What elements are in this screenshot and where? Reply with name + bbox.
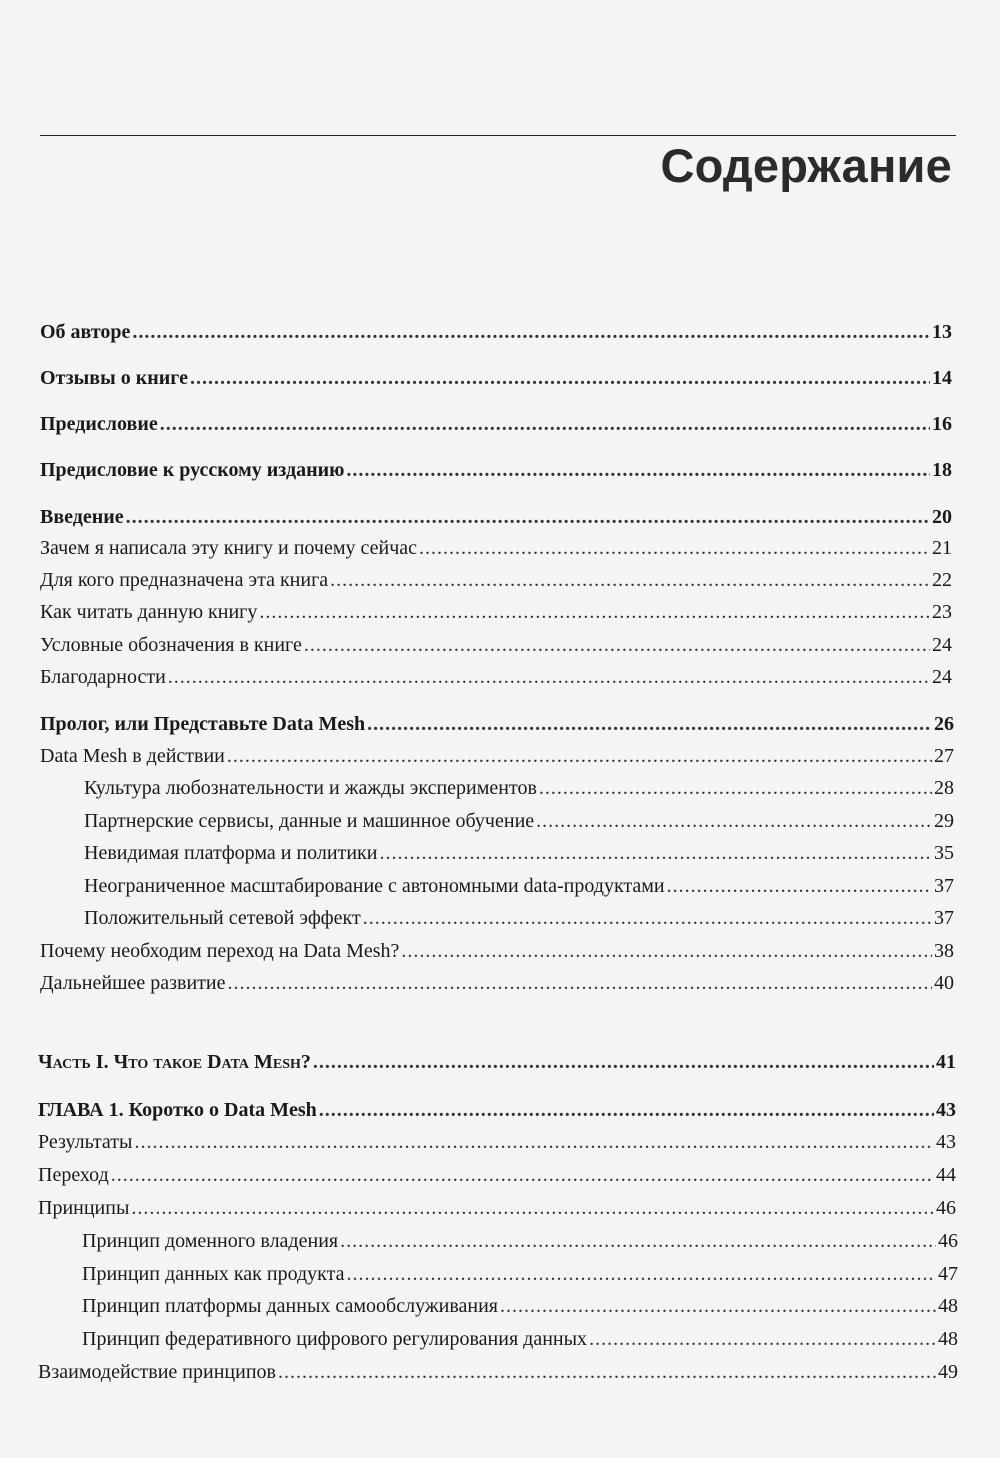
toc-entry-page-number: 24	[932, 634, 952, 656]
toc-entry-page-number: 23	[932, 601, 952, 623]
dot-leader	[278, 1360, 936, 1384]
toc-entry-label: Отзывы о книге	[40, 367, 188, 389]
toc-entry-label: Почему необходим переход на Data Mesh?	[40, 940, 400, 962]
dot-leader	[131, 1196, 934, 1220]
toc-entry-page-number: 40	[934, 972, 954, 994]
toc-entry-label: Для кого предназначена эта книга	[40, 569, 329, 591]
dot-leader	[259, 600, 930, 624]
toc-entry-label: Принцип данных как продукта	[82, 1263, 345, 1285]
toc-entry-page-number: 38	[934, 940, 954, 962]
toc-entry	[84, 874, 954, 898]
toc-entry	[38, 1098, 956, 1122]
toc-entry	[40, 665, 952, 689]
toc-entry	[40, 458, 952, 482]
toc-entry	[38, 1163, 956, 1187]
toc-entry-label: Результаты	[38, 1131, 133, 1153]
dot-leader	[134, 1130, 934, 1154]
toc-entry	[40, 412, 952, 436]
toc-entry	[84, 809, 954, 833]
toc-entry	[40, 712, 954, 736]
dot-leader	[227, 971, 932, 995]
toc-entry-label: Культура любознательности и жажды экспериментов	[84, 777, 537, 799]
toc-entry-page-number: 35	[934, 842, 954, 864]
toc-entry-page-number: 49	[938, 1361, 958, 1383]
toc-entry-label: Об авторе	[40, 321, 131, 343]
toc-entry	[40, 600, 952, 624]
dot-leader	[111, 1163, 934, 1187]
toc-entry-label: ГЛАВА 1. Коротко о Data Mesh	[38, 1099, 317, 1121]
toc-entry	[38, 1360, 958, 1384]
toc-entry-label: Дальнейшее развитие	[40, 972, 226, 994]
toc-entry	[40, 366, 952, 390]
toc-entry-label: Принцип доменного владения	[82, 1230, 339, 1252]
toc-entry-page-number: 21	[932, 537, 952, 559]
dot-leader	[346, 1262, 936, 1286]
toc-entry-page-number: 48	[938, 1295, 958, 1317]
toc-entry-page-number: 24	[932, 666, 952, 688]
page-title: Содержание	[660, 139, 952, 192]
toc-entry	[38, 1196, 956, 1220]
toc-entry-label: Предисловие к русскому изданию	[40, 459, 345, 481]
dot-leader	[227, 744, 932, 768]
toc-entry-page-number: 47	[938, 1263, 958, 1285]
toc-entry-label: Невидимая платформа и политики	[84, 842, 378, 864]
toc-entry-label: Пролог, или Представьте Data Mesh	[40, 713, 366, 735]
toc-entry-label: Принцип федеративного цифрового регулирования данных	[82, 1328, 588, 1350]
toc-entry	[40, 633, 952, 657]
toc-entry-label: Как читать данную книгу	[40, 601, 258, 623]
dot-leader	[589, 1327, 936, 1351]
toc-entry-page-number: 27	[934, 745, 954, 767]
dot-leader	[363, 906, 932, 930]
toc-entry	[40, 505, 952, 529]
dot-leader	[190, 366, 930, 390]
toc-entry-label: Взаимодействие принципов	[38, 1361, 276, 1383]
toc-entry-page-number: 46	[936, 1197, 956, 1219]
toc-entry	[82, 1327, 958, 1351]
dot-leader	[539, 776, 932, 800]
toc-entry-page-number: 13	[932, 321, 952, 343]
toc-entry	[40, 320, 952, 344]
toc-entry-label: Принципы	[38, 1197, 130, 1219]
toc-entry-page-number: 22	[932, 569, 952, 591]
toc-entry-page-number: 41	[936, 1051, 956, 1073]
dot-leader	[126, 505, 930, 529]
toc-entry	[82, 1262, 958, 1286]
dot-leader	[419, 536, 930, 560]
toc-entry-page-number: 28	[934, 777, 954, 799]
dot-leader	[132, 320, 930, 344]
toc-entry-page-number: 43	[936, 1131, 956, 1153]
toc-entry-page-number: 44	[936, 1164, 956, 1186]
toc-entry-label: Положительный сетевой эффект	[84, 907, 361, 929]
toc-entry	[84, 776, 954, 800]
dot-leader	[379, 841, 932, 865]
dot-leader	[319, 1098, 934, 1122]
toc-entry-page-number: 20	[932, 506, 952, 528]
toc-entry	[82, 1229, 958, 1253]
toc-entry	[84, 906, 954, 930]
dot-leader	[340, 1229, 936, 1253]
toc-entry-page-number: 26	[934, 713, 954, 735]
toc-entry-label: Предисловие	[40, 413, 158, 435]
dot-leader	[304, 633, 930, 657]
toc-entry-label: Введение	[40, 506, 124, 528]
toc-entry	[40, 971, 954, 995]
dot-leader	[346, 458, 930, 482]
toc-entry-page-number: 37	[934, 907, 954, 929]
toc-entry-label: Data Mesh в действии	[40, 745, 225, 767]
toc-entry-label: Переход	[38, 1164, 109, 1186]
dot-leader	[313, 1050, 934, 1074]
toc-entry-label: Партнерские сервисы, данные и машинное обучение	[84, 810, 535, 832]
toc-entry-label: Часть I. Что такое Data Mesh?	[38, 1051, 311, 1073]
dot-leader	[536, 809, 932, 833]
toc-entry-label: Принцип платформы данных самообслуживания	[82, 1295, 498, 1317]
dot-leader	[367, 712, 932, 736]
toc-entry-label: Благодарности	[40, 666, 166, 688]
toc-entry-page-number: 14	[932, 367, 952, 389]
toc-entry-page-number: 18	[932, 459, 952, 481]
toc-entry-page-number: 29	[934, 810, 954, 832]
toc-entry-page-number: 48	[938, 1328, 958, 1350]
toc-entry-page-number: 37	[934, 875, 954, 897]
toc-entry	[84, 841, 954, 865]
toc-entry-label: Зачем я написала эту книгу и почему сейчас	[40, 537, 418, 559]
toc-entry	[38, 1130, 956, 1154]
toc-entry-label: Неограниченное масштабирование с автономными data-продуктами	[84, 875, 665, 897]
toc-entry-page-number: 16	[932, 413, 952, 435]
toc-entry-page-number: 43	[936, 1099, 956, 1121]
toc-entry	[40, 744, 954, 768]
toc-entry-page-number: 46	[938, 1230, 958, 1252]
toc-entry-label: Условные обозначения в книге	[40, 634, 302, 656]
toc-entry	[82, 1294, 958, 1318]
dot-leader	[160, 412, 930, 436]
dot-leader	[401, 939, 932, 963]
toc-entry	[38, 1050, 956, 1074]
top-rule	[40, 135, 956, 136]
dot-leader	[667, 874, 932, 898]
dot-leader	[330, 568, 930, 592]
toc-entry	[40, 536, 952, 560]
dot-leader	[500, 1294, 936, 1318]
toc-entry	[40, 568, 952, 592]
dot-leader	[168, 665, 930, 689]
toc-entry	[40, 939, 954, 963]
